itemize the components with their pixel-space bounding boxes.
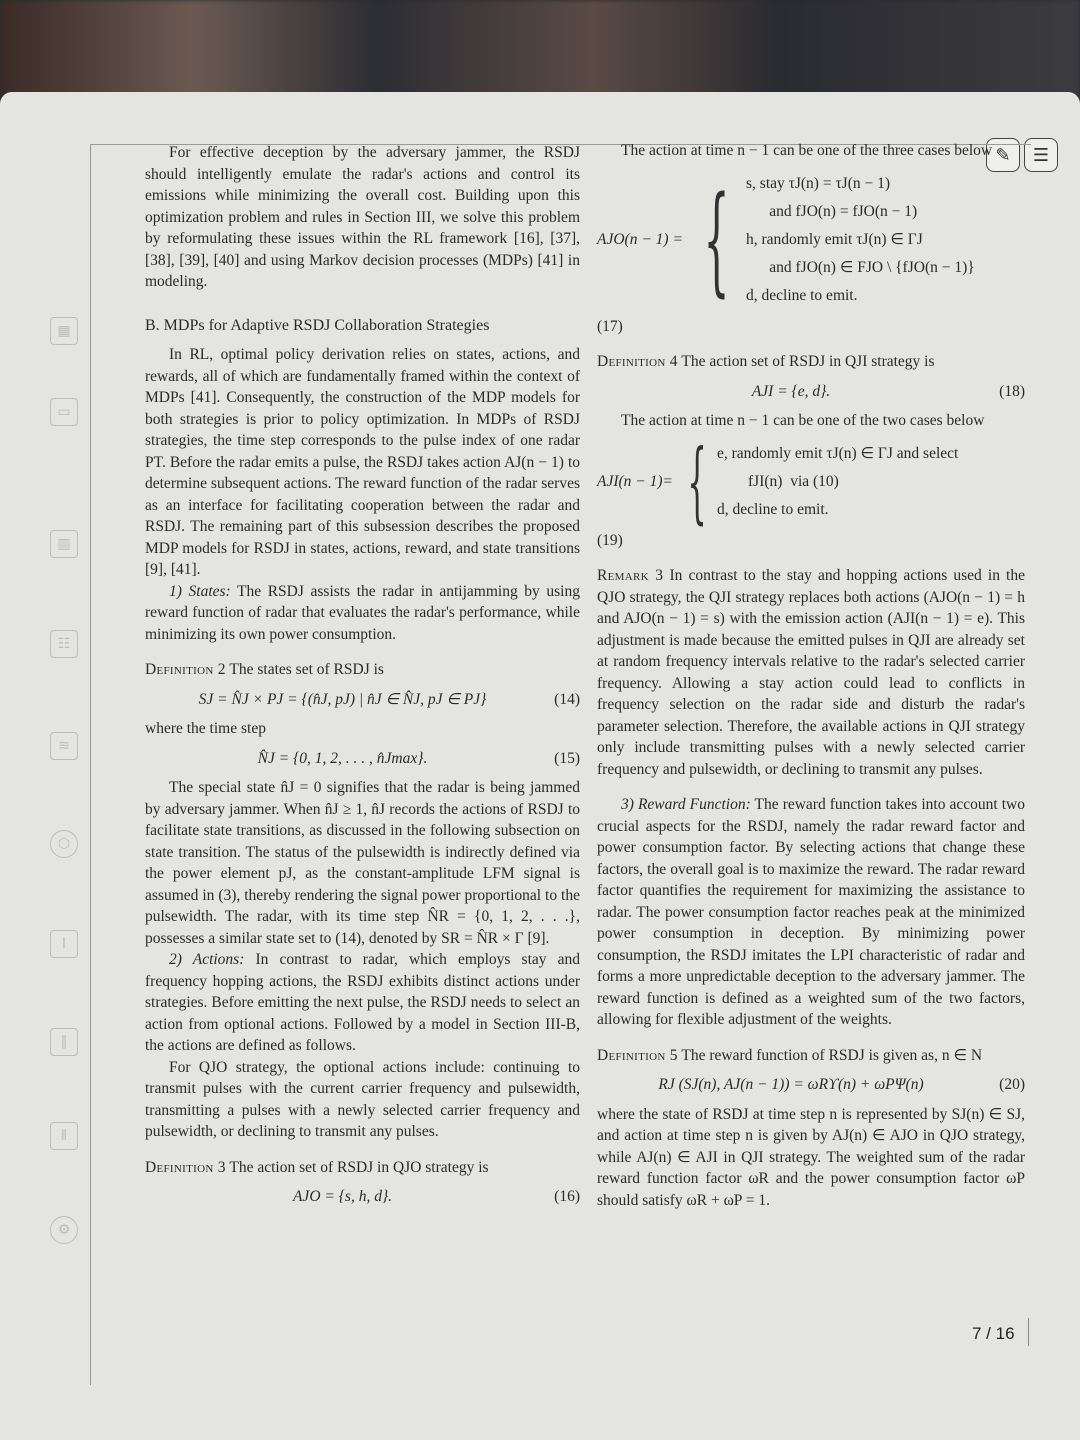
remark3-text: In contrast to the stay and hopping actions used in the QJO strategy, the QJI strategy replaces both actions (AJO(n − 1) = h and AJO(n − 1) = s) with the emission action (AJI(n − 1) = e). This adjustment is made because the emitted pulses in QJI are already set at random frequency intervals relative to the radar's selected carrier frequency. Allowing a stay action could lead to conflicts in frequency selection on the radar side and disturb the radar's parameter selection. Therefore, the available actions in QJI strategy only include transmitting pulses with a newly selected carrier frequency and pulsewidth, or declining to transmit any pulses. — [597, 567, 1025, 778]
eq19-row: e, randomly emit τJ(n) ∈ ΓJ and select — [717, 444, 959, 462]
definition-5 — [597, 1045, 1025, 1067]
eq18-number: (18) — [999, 382, 1025, 400]
eq19-rows — [717, 440, 958, 524]
eq17-row: h, randomly emit τJ(n) ∈ ΓJ — [746, 230, 923, 248]
equation-19 — [597, 429, 1025, 533]
audio-icon[interactable]: ≋ — [50, 732, 78, 760]
actions-label: 2) Actions: — [169, 951, 245, 968]
grid-icon[interactable]: ▦ — [50, 317, 78, 345]
def5-label: Definition 5 — [597, 1046, 678, 1064]
definition-2 — [145, 659, 580, 681]
reward-paragraph — [597, 794, 1025, 1031]
eq15-body: N̂J = {0, 1, 2, . . . , n̂Jmax}. — [257, 749, 428, 767]
section-heading: B. MDPs for Adaptive RSDJ Collaboration Strategies — [145, 316, 490, 334]
right-column — [597, 140, 1025, 1211]
eq14-number: (14) — [554, 690, 580, 708]
definition-4 — [597, 351, 1025, 373]
remark3-label: Remark 3 — [597, 567, 664, 584]
table-icon[interactable]: ☷ — [50, 630, 78, 658]
column-icon[interactable]: ∥ — [50, 1028, 78, 1056]
hexagon-icon[interactable]: ⬡ — [50, 830, 78, 858]
eq19-row: fJI(n) via (10) — [717, 472, 839, 490]
eq17-row: s, stay τJ(n) = τJ(n − 1) — [746, 174, 891, 192]
eq17-lhs: AJO(n − 1) = — [597, 230, 683, 248]
reward-text: The reward function takes into account two crucial aspects for the RSDJ, namely the radar reward factor and power consumption factor. By selecting actions that change these factors, the overall goal is to maximize the reward. The radar reward factor quantifies the requirement for maximizing the assistance to radar. The power consumption factor reaches peak at the minimized power consumption in deception. By minimizing power consumption, the RSDJ imitates the LPI characteristic of radar and forms a more unpredictable deception to the adversary jammer. The reward function is defined as a weighted sum of the two factors, allowing for flexible adjustment of the weights. — [597, 796, 1026, 1028]
reader-screen — [0, 92, 1080, 1440]
eq16-number: (16) — [554, 1188, 580, 1205]
special-state-paragraph: The special state n̂J = 0 signifies that the radar is being jammed by adversary jammer. When n̂J ≥ 1, n̂J records the actions of RSDJ to facilitate state transitions, as discussed in the following subsection on state transition. The status of the pulsewidth is indirectly defined via the power element pJ, as the constant-amplitude LFM signal is assumed in (3), thereby rendering the signal power proportional to the pulsewidth. The radar, with its time step N̂R = {0, 1, 2, . . .}, possesses a similar state set to (14), denoted by SR = N̂R × Γ [9]. — [145, 779, 580, 947]
def5-text: The reward function of RSDJ is given as, n ∈ N — [677, 1046, 983, 1064]
reward-label: 3) Reward Function: — [621, 796, 751, 813]
actions-paragraph — [145, 949, 580, 1057]
def3-text: The action set of RSDJ in QJO strategy is — [225, 1158, 489, 1176]
def3-label: Definition 3 — [145, 1158, 226, 1176]
equation-14 — [145, 689, 580, 711]
equation-20 — [597, 1074, 1025, 1096]
states-paragraph — [145, 581, 580, 646]
def4-label: Definition 4 — [597, 353, 678, 370]
eq19-number: (19) — [597, 531, 623, 549]
eq19-brace: { — [687, 429, 707, 533]
state-action-paragraph: where the state of RSDJ at time step n is represented by SJ(n) ∈ SJ, and action at time step n is given by AJ(n) ∈ AJO in QJO strategy, while AJ(n) ∈ AJI in QJI strategy. The weighted sum of the radar reward function factor ωR and the power consumption factor ωP should satisfy ωR + ωP = 1. — [597, 1105, 1025, 1209]
actions-text: In contrast to radar, which employs stay and frequency hopping actions, the RSDJ exhibits distinct actions under strategies. Before emitting the next pulse, the RSDJ needs to select an action from optional actions. Followed by a model in Section III-B, the actions are defined as follows. — [145, 951, 580, 1054]
eq17-row: and fJO(n) ∈ FJO \ {fJO(n − 1)} — [746, 258, 975, 276]
def2-label: Definition 2 — [145, 661, 226, 678]
book-icon[interactable]: ▭ — [50, 398, 78, 426]
settings-icon[interactable]: ⚙ — [50, 1216, 78, 1244]
eq17-rows — [746, 170, 975, 310]
menu-icon[interactable]: ☰ — [1024, 138, 1058, 172]
two-cases-paragraph: The action at time n − 1 can be one of the two cases below — [621, 412, 985, 429]
eq17-brace: { — [703, 170, 730, 309]
eq15-number: (15) — [554, 749, 580, 767]
eq17-row: and fJO(n) = fJO(n − 1) — [746, 202, 918, 220]
text-icon[interactable]: I — [50, 930, 78, 958]
where-time-step: where the time step — [145, 720, 266, 737]
pencil-icon[interactable]: ✎ — [986, 138, 1020, 172]
equation-16 — [145, 1186, 580, 1208]
tablet-device — [0, 92, 1080, 1440]
columns-icon[interactable]: ⦀ — [50, 1122, 78, 1150]
chart-icon[interactable]: ▥ — [50, 530, 78, 558]
eq14-body: SJ = N̂J × PJ = {(n̂J, pJ) | n̂J ∈ N̂J, pJ ∈ PJ} — [198, 690, 487, 708]
eq18-body: AJI = {e, d}. — [751, 382, 831, 400]
eq20-number: (20) — [999, 1076, 1025, 1093]
left-column — [145, 142, 580, 1216]
definition-3 — [145, 1157, 580, 1179]
states-label: 1) States: — [169, 582, 231, 600]
equation-15 — [145, 748, 580, 770]
equation-18 — [597, 381, 1025, 403]
eq19-row: d, decline to emit. — [717, 500, 829, 518]
states-text: The RSDJ assists the radar in antijamming by using reward function of radar that evaluates the radar's performance, while minimizing its own power consumption. — [145, 582, 580, 643]
intro-paragraph: For effective deception by the adversary jammer, the RSDJ should intelligently emulate the radar's actions and control its emissions while minimizing the overall cost. Building upon this optimization problem and rules in Section III, we solve this problem by reformulating these issues within the RL framework [16], [37], [38], [39], [40] and using Markov decision processes (MDPs) [41] in modeling. — [145, 144, 580, 290]
def2-text: The states set of RSDJ is — [225, 661, 384, 678]
page-number: 7 / 16 — [972, 1324, 1015, 1343]
page-number-divider — [1028, 1318, 1029, 1346]
mdp-paragraph: In RL, optimal policy derivation relies on states, actions, and rewards, all of which are fundamentally framed within the context of MDPs [41]. Consequently, the construction of the MDP models for both strategies is prior to policy optimization. In MDPs of RSDJ strategies, the time step corresponds to the pulse index of one radar PT. Before the radar emits a pulse, the RSDJ takes action AJ(n − 1) to determine subsequent actions. The reward function of the radar serves as an interface for facilitating cooperation between the radar and RSDJ. The remaining part of this subsession describes the proposed MDP models for RSDJ in states, actions, reward, and state transitions [9], [41]. — [145, 346, 580, 578]
eq19-lhs: AJI(n − 1)= — [597, 472, 674, 490]
three-cases-paragraph: The action at time n − 1 can be one of the three cases below — [621, 142, 993, 159]
equation-17 — [597, 170, 1025, 310]
remark-3 — [597, 565, 1025, 780]
def4-text: The action set of RSDJ in QJI strategy is — [677, 353, 935, 370]
eq16-body: AJO = {s, h, d}. — [292, 1188, 393, 1205]
eq17-number: (17) — [597, 317, 623, 335]
eq20-body: RJ (SJ(n), AJ(n − 1)) = ωRϒ(n) + ωPΨ(n) — [658, 1076, 924, 1093]
eq17-row: d, decline to emit. — [746, 286, 858, 304]
qjo-paragraph: For QJO strategy, the optional actions include: continuing to transmit pulses with the current carrier frequency and pulsewidth, transmitting a pulses with a newly selected carrier frequency and pulsewidth, or declining to transmit any pulses. — [145, 1058, 580, 1140]
